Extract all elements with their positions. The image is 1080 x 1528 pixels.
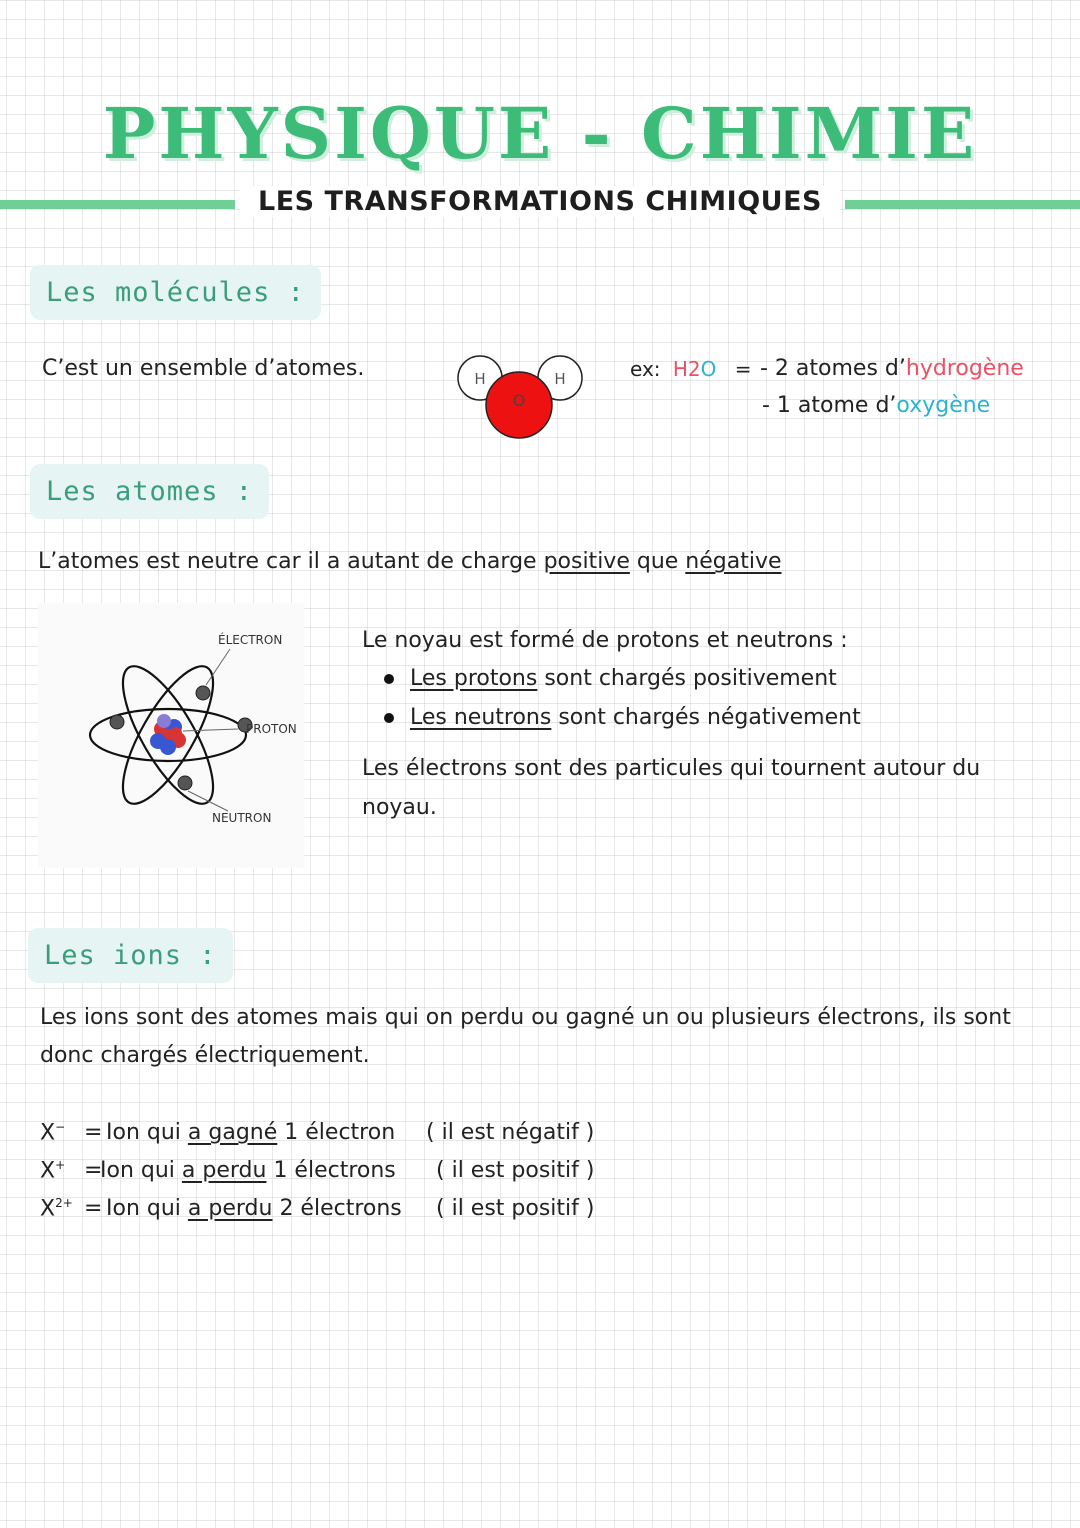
item-oxygen-prefix: - 1 atome d’	[762, 393, 897, 418]
ion-verb: a gagné	[187, 1120, 278, 1145]
hydrogen-label-right: H	[554, 370, 566, 388]
ion-charge: −	[55, 1120, 66, 1134]
ions-description-line-2: donc chargés électriquement.	[40, 1043, 370, 1068]
item-hydrogen-prefix: - 2 atomes d’	[760, 356, 906, 381]
label-proton: PROTON	[246, 722, 297, 736]
item-oxygen-word: oxygène	[896, 393, 991, 418]
ion-symbol	[40, 1158, 65, 1185]
ion-equals: =	[84, 1120, 103, 1145]
ion-equals: =	[84, 1158, 103, 1183]
electron-ball	[196, 686, 210, 700]
neutral-text-b: que	[629, 549, 686, 574]
ion-note: ( il est positif )	[436, 1196, 595, 1221]
page-title: PHYSIQUE - CHIMIE	[102, 92, 978, 175]
molecule-item-oxygen	[762, 393, 990, 419]
formula-hydrogen: H2	[672, 357, 701, 381]
label-electron: ÉLECTRON	[218, 633, 283, 647]
ion-description	[106, 1120, 395, 1146]
ion-symbol-letter: X	[40, 1120, 56, 1146]
ion-post: 2 électrons	[272, 1196, 402, 1221]
ion-pre: Ion qui	[100, 1158, 182, 1183]
molecules-definition: C’est un ensemble d’atomes.	[42, 356, 365, 381]
ion-post: 1 électrons	[266, 1158, 396, 1183]
ion-pre: Ion qui	[106, 1196, 188, 1221]
neutral-text-a: L’atomes est neutre car il a autant de charge	[38, 549, 544, 574]
nucleus-intro: Le noyau est formé de protons et neutrons :	[362, 628, 848, 653]
ion-note: ( il est négatif )	[426, 1120, 595, 1145]
ion-symbol	[40, 1196, 73, 1223]
section-heading-molecules: Les molécules :	[30, 265, 321, 320]
ion-charge: +	[55, 1158, 66, 1172]
neutral-negative: négative	[685, 549, 782, 574]
oxygen-label: O	[512, 391, 526, 410]
ion-note: ( il est positif )	[436, 1158, 595, 1183]
nucleus	[150, 714, 186, 755]
electrons-line-1: Les électrons sont des particules qui tournent autour du	[362, 756, 981, 781]
ion-symbol	[40, 1120, 65, 1147]
page-subtitle: LES TRANSFORMATIONS CHIMIQUES	[240, 186, 840, 217]
electron-ball	[110, 715, 124, 729]
bullet-neutrons-underlined: Les neutrons	[410, 705, 552, 730]
ion-charge: 2+	[55, 1196, 73, 1210]
atom-neutral-sentence	[38, 549, 782, 575]
ions-description-line-1: Les ions sont des atomes mais qui on perdu ou gagné un ou plusieurs électrons, ils sont	[40, 1005, 1011, 1030]
bullet-neutrons	[384, 705, 861, 731]
ion-description	[100, 1158, 396, 1184]
ion-equals: =	[84, 1196, 103, 1221]
section-heading-atomes: Les atomes :	[30, 464, 269, 519]
ion-symbol-letter: X	[40, 1196, 56, 1222]
molecule-example	[630, 357, 752, 381]
bullet-protons	[384, 666, 837, 692]
ion-pre: Ion qui	[106, 1120, 188, 1145]
ion-post: 1 électron	[277, 1120, 396, 1145]
formula-oxygen: O	[700, 357, 717, 381]
bullet-protons-underlined: Les protons	[410, 666, 538, 691]
atom-diagram-panel	[38, 603, 304, 868]
subtitle-line-right	[845, 200, 1080, 209]
bullet-neutrons-rest: sont chargés négativement	[551, 705, 861, 730]
ion-symbol-letter: X	[40, 1158, 56, 1184]
item-hydrogen-word: hydrogène	[905, 356, 1024, 381]
neutral-positive: positive	[543, 549, 630, 574]
bullet-protons-rest: sont chargés positivement	[537, 666, 837, 691]
bullet-dot	[384, 713, 394, 723]
label-neutron: NEUTRON	[212, 811, 272, 825]
ion-description	[106, 1196, 402, 1222]
formula-equals: =	[734, 357, 752, 381]
electrons-line-2: noyau.	[362, 795, 437, 820]
subtitle-line-left	[0, 200, 235, 209]
ion-verb: a perdu	[181, 1158, 267, 1183]
ion-verb: a perdu	[187, 1196, 273, 1221]
molecule-item-hydrogen	[760, 356, 1024, 382]
section-heading-ions: Les ions :	[28, 928, 233, 983]
bullet-dot	[384, 674, 394, 684]
hydrogen-label-left: H	[474, 370, 486, 388]
water-molecule-diagram	[455, 350, 585, 442]
electron-ball	[178, 776, 192, 790]
example-prefix: ex:	[630, 357, 661, 381]
